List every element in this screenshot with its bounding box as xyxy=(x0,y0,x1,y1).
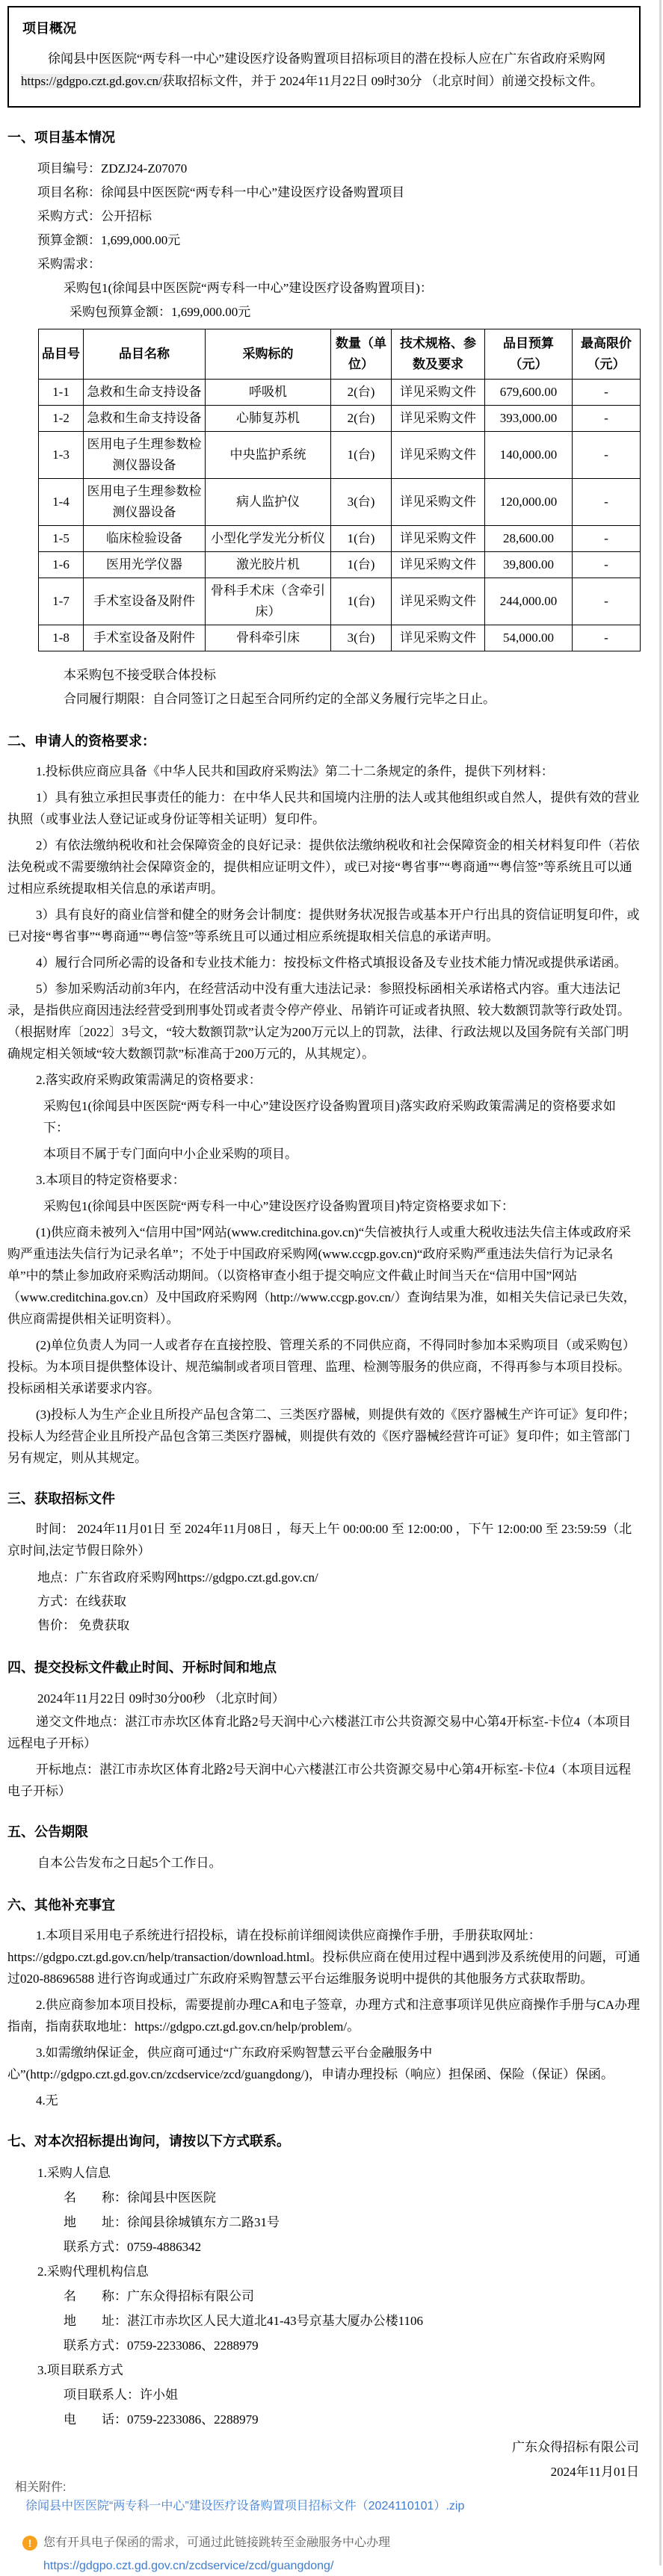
overview-title: 项目概况 xyxy=(22,21,76,36)
cell: 呼吸机 xyxy=(206,380,331,406)
cell: 1-8 xyxy=(39,625,84,651)
table-row xyxy=(39,526,641,552)
table-row xyxy=(39,406,641,432)
cell: 1-3 xyxy=(39,432,84,479)
package-budget-line: 采购包预算金额：1,699,000.00元 xyxy=(70,305,251,319)
doc-method-line: 方式：在线获取 xyxy=(37,1594,126,1609)
signature-block xyxy=(7,2435,641,2484)
col-item-no: 品目号 xyxy=(39,329,84,380)
purchaser-name: 名 称：徐闻县中医医院 xyxy=(64,2190,216,2205)
purchaser-info-label: 1.采购人信息 xyxy=(37,2166,111,2180)
cell: 详见采购文件 xyxy=(392,479,485,526)
cell: 28,600.00 xyxy=(485,526,573,552)
cell: 医用电子生理参数检测仪器设备 xyxy=(84,432,206,479)
notice-link[interactable]: https://gdgpo.czt.gd.gov.cn/zcdservice/zcd/guangdong/ xyxy=(43,2560,334,2572)
project-contact-label: 3.项目联系方式 xyxy=(37,2363,123,2377)
cell: - xyxy=(573,432,641,479)
cell: 244,000.00 xyxy=(485,578,573,625)
cell: 1-5 xyxy=(39,526,84,552)
warning-icon: ! xyxy=(22,2536,37,2551)
qualification-paragraph: (2)单位负责人为同一人或者存在直接控股、管理关系的不同供应商，不得同时参加本采购项目（或采购包）投标。为本项目提供整体设计、规范编制或者项目管理、监理、检测等服务的供应商，不得再参与本项目投标。投标函相关承诺要求内容。 xyxy=(7,1338,635,1396)
qualification-paragraph: 2.落实政府采购政策需满足的资格要求： xyxy=(36,1073,262,1087)
notice-text: 您有开具电子保函的需求，可通过此链接跳转至金融服务中心办理 xyxy=(43,2536,391,2549)
cell: 54,000.00 xyxy=(485,625,573,651)
cell: 急救和生命支持设备 xyxy=(84,406,206,432)
cell: 详见采购文件 xyxy=(392,380,485,406)
cell: 679,600.00 xyxy=(485,380,573,406)
col-budget: 品目预算（元） xyxy=(485,329,573,380)
agency-address: 地 址：湛江市赤坎区人民大道北41-43号京基大厦办公楼1106 xyxy=(64,2314,424,2328)
col-item-name: 品目名称 xyxy=(84,329,206,380)
overview-box xyxy=(7,6,641,108)
section-heading-1: 一、项目基本情况 xyxy=(7,130,115,145)
signature-date: 2024年11月01日 xyxy=(550,2465,639,2479)
overview-body xyxy=(21,48,627,93)
cell: 医用电子生理参数检测仪器设备 xyxy=(84,479,206,526)
cell: 1-2 xyxy=(39,406,84,432)
cell: 1-7 xyxy=(39,578,84,625)
no-consortium-note: 本采购包不接受联合体投标 xyxy=(64,668,216,682)
cell: - xyxy=(573,380,641,406)
cell: 医用光学仪器 xyxy=(84,552,206,578)
qualification-paragraph: 5）参加采购活动前3年内，在经营活动中没有重大违法记录：参照投标函相关承诺格式内容。重大违法记录，是指供应商因违法经营受到刑事处罚或者责令停产停业、吊销许可证或者执照、较大数额罚款等行政处罚。（根据财库〔2022〕3号文，“较大数额罚款”认定为200万元以上的罚款，法律、行政法规以及国务院有关部门明确规定相关领域“较大数额罚款”标准高于200万元的，从其规定）。 xyxy=(7,982,630,1061)
qualification-paragraph: 2）有依法缴纳税收和社会保障资金的良好记录：提供依法缴纳税收和社会保障资金的相关材料复印件（若依法免税或不需要缴纳社会保障资金的，提供相应证明文件），或已对接“粤省事”“粤商通”“粤信签”等系统且可以通过相应系统提取相关信息的承诺声明。 xyxy=(7,838,640,896)
cell: 临床检验设备 xyxy=(84,526,206,552)
section-heading-3: 三、获取招标文件 xyxy=(7,1491,115,1506)
doc-time-line: 时间： 2024年11月01日 至 2024年11月08日 ，每天上午 00:00:00 至 12:00:00 ，下午 12:00:00 至 23:59:59（北京时间,法定节假日除外） xyxy=(7,1522,632,1558)
guarantee-notice xyxy=(0,2534,663,2576)
cell: 1(台) xyxy=(331,526,392,552)
col-price-cap: 最高限价（元） xyxy=(573,329,641,380)
section-heading-2: 二、申请人的资格要求： xyxy=(7,734,155,749)
table-row xyxy=(39,479,641,526)
cell: 2(台) xyxy=(331,380,392,406)
table-row xyxy=(39,625,641,651)
cell: 2(台) xyxy=(331,406,392,432)
cell: 1-4 xyxy=(39,479,84,526)
section-heading-4: 四、提交投标文件截止时间、开标时间和地点 xyxy=(7,1660,277,1675)
opening-place-line: 开标地点：湛江市赤坎区体育北路2号天润中心六楼湛江市公共资源交易中心第4开标室-卡位4（本项目远程电子开标） xyxy=(7,1762,632,1798)
cell: 手术室设备及附件 xyxy=(84,578,206,625)
qualification-paragraph: 3）具有良好的商业信誉和健全的财务会计制度：提供财务状况报告或基本开户行出具的资信证明复印件，或已对接“粤省事”“粤商通”“粤信签”等系统且可以通过相应系统提取相关信息的承诺声明。 xyxy=(7,908,640,944)
project-contact-phone: 电 话：0759-2233086、2288979 xyxy=(64,2412,259,2427)
cell: 393,000.00 xyxy=(485,406,573,432)
purchaser-address: 地 址：徐闻县徐城镇东方二路31号 xyxy=(64,2215,280,2229)
supplement-paragraph: 2.供应商参加本项目投标，需要提前办理CA和电子签章，办理方式和注意事项详见供应商操作手册与CA办理指南，指南获取地址：https://gdgpo.czt.gd.gov.cn/help/problem/。 xyxy=(7,1998,640,2034)
cell: - xyxy=(573,625,641,651)
project-contact-person: 项目联系人：许小姐 xyxy=(64,2388,178,2402)
cell: 3(台) xyxy=(331,479,392,526)
cell: 详见采购文件 xyxy=(392,625,485,651)
budget-line: 预算金额：1,699,000.00元 xyxy=(37,233,181,247)
qualification-paragraph: 采购包1(徐闻县中医医院“两专科一中心”建设医疗设备购置项目)特定资格要求如下： xyxy=(43,1199,514,1213)
procurement-table xyxy=(38,329,641,651)
col-target: 采购标的 xyxy=(206,329,331,380)
qualification-paragraph: 4）履行合同所必需的设备和专业技术能力：按投标文件格式填报设备及专业技术能力情况或提供承诺函。 xyxy=(36,956,627,970)
section-heading-6: 六、其他补充事宜 xyxy=(7,1898,115,1913)
cell: 详见采购文件 xyxy=(392,432,485,479)
qualification-paragraph: (3)投标人为生产企业且所投产品包含第二、三类医疗器械，则提供有效的《医疗器械生产许可证》复印件；投标人为经营企业且所投产品包含第三类医疗器械，则提供有效的《医疗器械经营许可证》复印件；如主管部门另有规定，则从其规定。 xyxy=(7,1408,635,1465)
agency-contact: 联系方式：0759-2233086、2288979 xyxy=(64,2338,259,2353)
cell: 中央监护系统 xyxy=(206,432,331,479)
cell: - xyxy=(573,526,641,552)
table-row xyxy=(39,552,641,578)
table-row xyxy=(39,578,641,625)
qualification-paragraph: 1）具有独立承担民事责任的能力：在中华人民共和国境内注册的法人或其他组织或自然人，提供有效的营业执照（或事业法人登记证或身份证等相关证明）复印件。 xyxy=(7,790,640,826)
qualification-paragraph: (1)供应商未被列入“信用中国”网站(www.creditchina.gov.cn)“失信被执行人或重大税收违法失信主体或政府采购严重违法失信行为记录名单”；不处于中国政府采购网(www.ccgp.gov.cn)“政府采购严重违法失信行为记录名单”中的禁止参加政府采购活动期间。（以资格审查小组于提交响应文件截止时间当天在“信用中国”网站（www.creditchina.gov.cn）及中国政府采购网（http://www.ccgp.gov.cn/）查询结果为准，如相关失信记录已失效，供应商需提供相关证明资料）。 xyxy=(7,1225,636,1326)
cell: 详见采购文件 xyxy=(392,578,485,625)
cell: 骨科手术床（含牵引床） xyxy=(206,578,331,625)
qualification-paragraph: 采购包1(徐闻县中医医院“两专科一中心”建设医疗设备购置项目)落实政府采购政策需满足的资格要求如下： xyxy=(43,1099,616,1135)
cell: 详见采购文件 xyxy=(392,526,485,552)
cell: 急救和生命支持设备 xyxy=(84,380,206,406)
submission-place-line: 递交文件地点：湛江市赤坎区体育北路2号天润中心六楼湛江市公共资源交易中心第4开标室-卡位4（本项目远程电子开标） xyxy=(7,1715,632,1750)
page-scrollbar[interactable] xyxy=(659,0,662,2566)
table-row xyxy=(39,380,641,406)
section-heading-5: 五、公告期限 xyxy=(7,1824,88,1839)
cell: 详见采购文件 xyxy=(392,552,485,578)
cell: 详见采购文件 xyxy=(392,406,485,432)
qualification-paragraph: 1.投标供应商应具备《中华人民共和国政府采购法》第二十二条规定的条件，提供下列材料： xyxy=(36,764,554,778)
cell: 1(台) xyxy=(331,578,392,625)
overview-body-prefix: 徐闻县中医医院“两专科一中心”建设医疗设备购置项目招标项目的潜在投标人应在广东省政府采购网 xyxy=(48,52,606,66)
col-qty: 数量（单位） xyxy=(331,329,392,380)
procurement-method-line: 采购方式：公开招标 xyxy=(37,209,152,223)
table-notes xyxy=(7,663,641,711)
cell: 激光胶片机 xyxy=(206,552,331,578)
cell: 140,000.00 xyxy=(485,432,573,479)
doc-place-line: 地点：广东省政府采购网https://gdgpo.czt.gd.gov.cn/ xyxy=(37,1570,318,1585)
attachments-label: 相关附件: xyxy=(15,2481,67,2494)
cell: 1(台) xyxy=(331,432,392,479)
cell: - xyxy=(573,479,641,526)
doc-price-line: 售价： 免费获取 xyxy=(37,1618,130,1632)
deadline-line: 2024年11月22日 09时30分00秒 （北京时间） xyxy=(37,1691,285,1706)
qualification-paragraph: 3.本项目的特定资格要求： xyxy=(36,1173,185,1187)
supplement-paragraph: 4.无 xyxy=(36,2093,58,2108)
overview-body-suffix: 获取招标文件，并于 2024年11月22日 09时30分 （北京时间）前递交投标文件。 xyxy=(161,74,603,88)
agency-info-label: 2.采购代理机构信息 xyxy=(37,2264,149,2279)
qualification-paragraph: 本项目不属于专门面向中小企业采购的项目。 xyxy=(43,1147,297,1161)
cell: 病人监护仪 xyxy=(206,479,331,526)
project-name-line: 项目名称：徐闻县中医医院“两专科一中心”建设医疗设备购置项目 xyxy=(37,185,405,199)
cell: 1-6 xyxy=(39,552,84,578)
announcement-period-line: 自本公告发布之日起5个工作日。 xyxy=(37,1856,222,1870)
table-row xyxy=(39,432,641,479)
supplement-paragraph: 3.如需缴纳保证金，供应商可通过“广东政府采购智慧云平台金融服务中心”(http://gdgpo.czt.gd.gov.cn/zcdservice/zcd/guangdong/)，申请办理投标（响应）担保函、保险（保证）保函。 xyxy=(7,2046,614,2081)
cell: - xyxy=(573,406,641,432)
cell: 39,800.00 xyxy=(485,552,573,578)
cell: - xyxy=(573,552,641,578)
cell: 3(台) xyxy=(331,625,392,651)
cell: - xyxy=(573,578,641,625)
cell: 1(台) xyxy=(331,552,392,578)
project-number-line: 项目编号：ZDZJ24-Z07070 xyxy=(37,161,188,176)
agency-name: 名 称：广东众得招标有限公司 xyxy=(64,2289,254,2303)
cell: 骨科牵引床 xyxy=(206,625,331,651)
col-spec: 技术规格、参数及要求 xyxy=(392,329,485,380)
cell: 1-1 xyxy=(39,380,84,406)
purchaser-contact: 联系方式：0759-4886342 xyxy=(64,2240,202,2254)
attachment-file-link[interactable]: 徐闻县中医医院“两专科一中心”建设医疗设备购置项目招标文件（2024110101）.zip xyxy=(25,2500,465,2512)
overview-url: https://gdgpo.czt.gd.gov.cn/ xyxy=(21,74,162,88)
section-heading-7: 七、对本次招标提出询问，请按以下方式联系。 xyxy=(7,2134,290,2149)
demand-label-line: 采购需求： xyxy=(37,257,101,271)
table-header-row xyxy=(39,329,641,380)
cell: 手术室设备及附件 xyxy=(84,625,206,651)
signature-company: 广东众得招标有限公司 xyxy=(512,2440,639,2454)
cell: 小型化学发光分析仪 xyxy=(206,526,331,552)
notice-row xyxy=(0,2534,663,2552)
supplement-paragraph: 1.本项目采用电子系统进行招投标，请在投标前详细阅读供应商操作手册，手册获取网址：https://gdgpo.czt.gd.gov.cn/help/transaction/download.html。投标供应商在使用过程中遇到涉及系统使用的问题，可通过020-88696588 进行咨询或通过广东政府采购智慧云平台运维服务说明中提供的其他服务方式获取帮助。 xyxy=(7,1928,641,1986)
contract-term-note: 合同履行期限：自合同签订之日起至合同所约定的全部义务履行完毕之日止。 xyxy=(64,692,496,706)
attachments-section xyxy=(0,2479,663,2516)
cell: 120,000.00 xyxy=(485,479,573,526)
cell: 心肺复苏机 xyxy=(206,406,331,432)
package-line: 采购包1(徐闻县中医医院“两专科一中心”建设医疗设备购置项目)： xyxy=(64,281,433,295)
